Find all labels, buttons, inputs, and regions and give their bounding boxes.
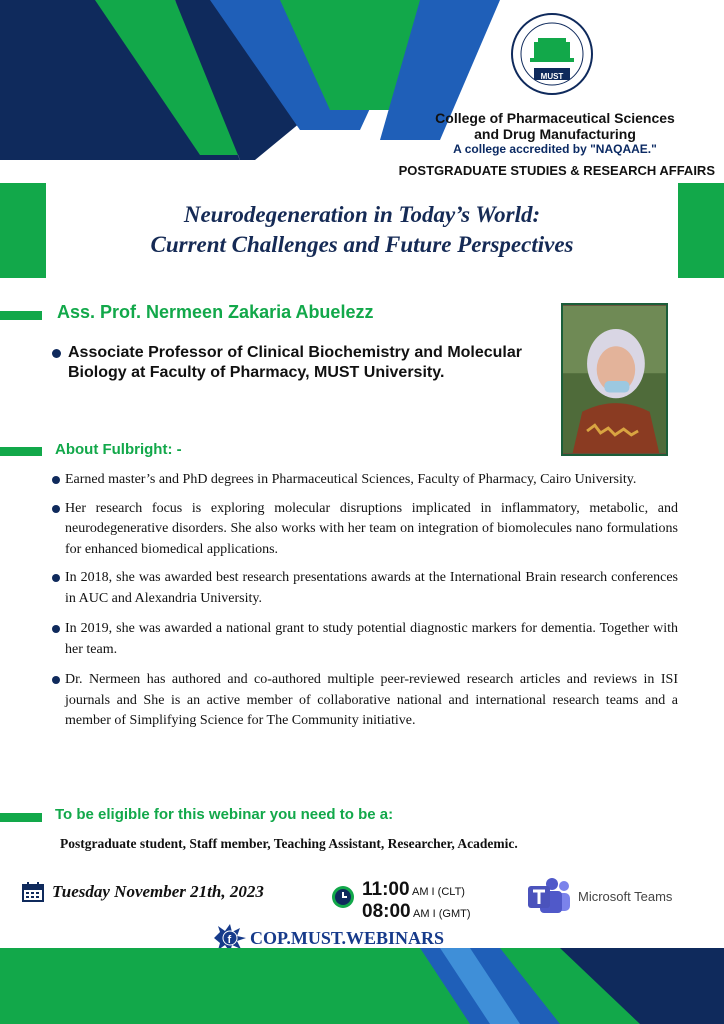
webinar-title bbox=[60, 200, 664, 260]
time-clt-value: 11:00 bbox=[362, 879, 410, 900]
event-date: Tuesday November 21th, 2023 bbox=[52, 882, 264, 901]
speaker-role-text: Associate Professor of Clinical Biochemistry and Molecular Biology at Faculty of Pharmacy, MUST University. bbox=[68, 344, 522, 381]
bullet-text: Her research focus is exploring molecular disruptions implicated in inflammatory, metabolic, and neurodegenerative disorders. She also works with her team on integration of biomolecules nano formulations for enhanced biomedical applications. bbox=[65, 500, 678, 557]
svg-text:f: f bbox=[227, 934, 232, 946]
accreditation-text: A college accredited by "NAQAAE." bbox=[453, 142, 657, 156]
bullet-dot bbox=[52, 574, 60, 582]
speaker-role bbox=[52, 343, 522, 383]
calendar-icon bbox=[22, 882, 44, 902]
bullet-dot bbox=[52, 676, 60, 684]
department-title: POSTGRADUATE STUDIES & RESEARCH AFFAIRS bbox=[398, 163, 715, 178]
logo-abbrev: MUST bbox=[540, 72, 564, 81]
platform-label: Microsoft Teams bbox=[578, 889, 673, 904]
bullet-text: Earned master’s and PhD degrees in Pharmaceutical Sciences, Faculty of Pharmacy, Cairo University. bbox=[65, 472, 637, 487]
left-green-accent bbox=[0, 183, 46, 278]
eligibility-list: Postgraduate student, Staff member, Teaching Assistant, Researcher, Academic. bbox=[60, 836, 518, 851]
list-item bbox=[50, 619, 678, 660]
time-gmt-zone: AM I (GMT) bbox=[410, 908, 471, 920]
time-clt bbox=[362, 879, 465, 901]
time-gmt bbox=[362, 901, 471, 923]
list-item bbox=[50, 499, 678, 561]
speaker-photo bbox=[561, 303, 668, 456]
must-logo bbox=[510, 12, 594, 96]
facebook-page-label: COP.MUST.WEBINARS bbox=[250, 928, 445, 948]
about-bullet-list bbox=[50, 470, 678, 732]
college-block bbox=[400, 110, 710, 156]
microsoft-teams-icon bbox=[526, 877, 572, 915]
bullet-dot bbox=[52, 505, 60, 513]
college-name-line2: and Drug Manufacturing bbox=[474, 126, 636, 142]
right-green-accent bbox=[678, 183, 724, 278]
speaker-accent-bar bbox=[0, 311, 42, 320]
about-heading: About Fulbright: - bbox=[55, 441, 182, 458]
eligibility-accent-bar bbox=[0, 813, 42, 822]
footer-background bbox=[0, 948, 724, 1024]
bullet-text: In 2018, she was awarded best research presentations awards at the International Brain research conferences in AUC and Alexandria University. bbox=[65, 570, 678, 606]
about-accent-bar bbox=[0, 447, 42, 456]
college-name-line1: College of Pharmaceutical Sciences bbox=[435, 110, 675, 126]
eligibility-heading: To be eligible for this webinar you need to be a: bbox=[55, 806, 394, 823]
time-gmt-value: 08:00 bbox=[362, 901, 411, 922]
bullet-dot bbox=[52, 625, 60, 633]
time-clt-zone: AM I (CLT) bbox=[409, 886, 465, 898]
bullet-text: Dr. Nermeen has authored and co-authored multiple peer-reviewed research articles and reviews in ISI journals and She is an active member of collaborative national and international research teams and a member of Simplifying Science for The Community initiative. bbox=[65, 672, 678, 728]
bullet-dot bbox=[52, 349, 61, 358]
speaker-name: Ass. Prof. Nermeen Zakaria Abuelezz bbox=[57, 302, 374, 322]
list-item bbox=[50, 568, 678, 609]
list-item bbox=[50, 470, 678, 491]
clock-icon bbox=[331, 885, 355, 909]
title-line2: Current Challenges and Future Perspectives bbox=[150, 232, 574, 257]
bullet-dot bbox=[52, 476, 60, 484]
list-item bbox=[50, 670, 678, 732]
bullet-text: In 2019, she was awarded a national grant to study potential diagnostic markers for dementia. Together with her team. bbox=[65, 621, 678, 657]
title-line1: Neurodegeneration in Today’s World: bbox=[183, 202, 541, 227]
